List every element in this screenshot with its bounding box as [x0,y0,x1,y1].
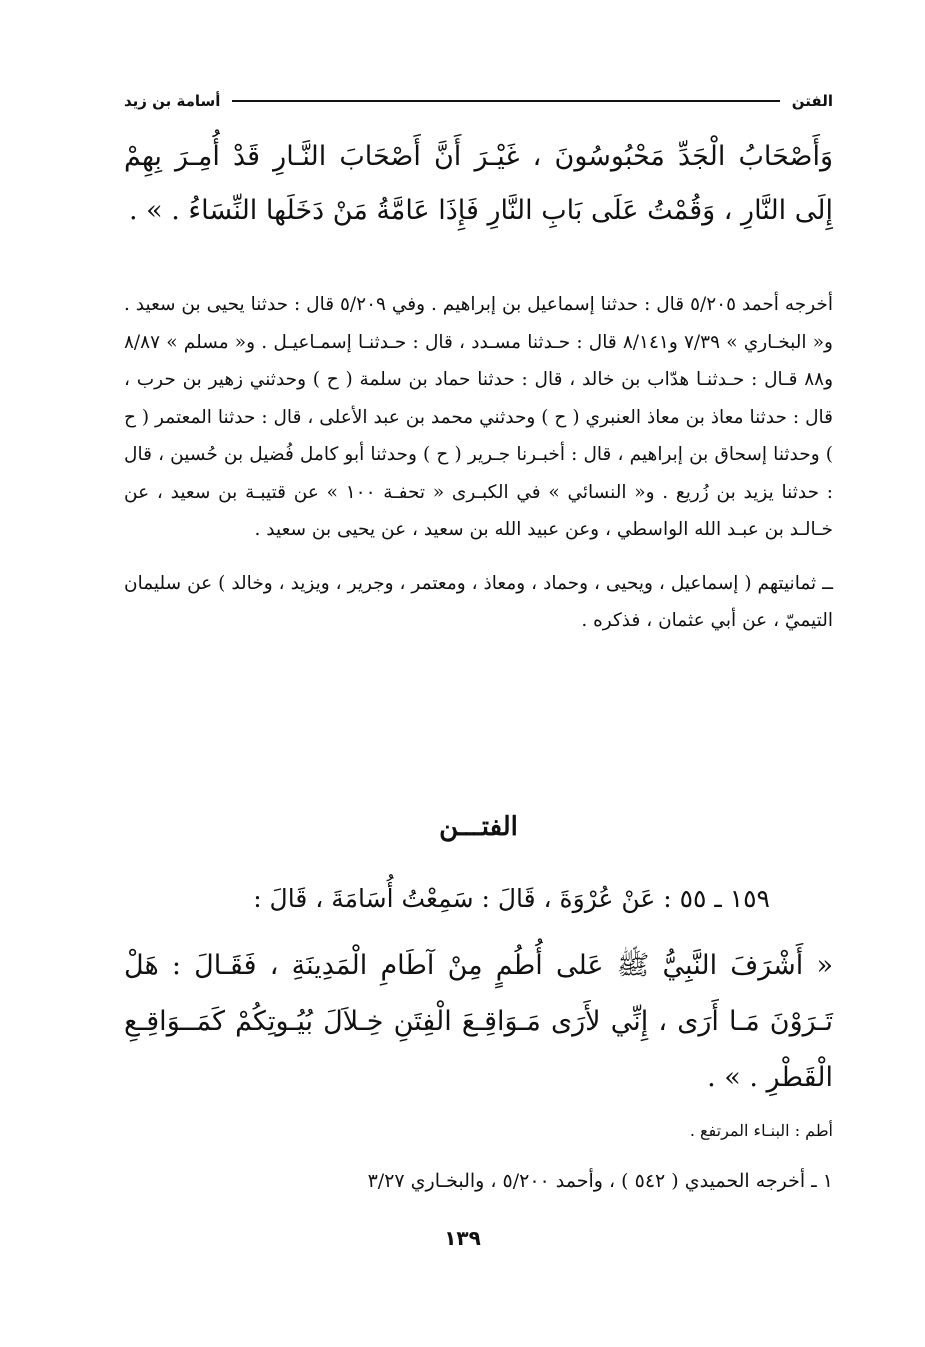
hadith-matn [124,938,833,1106]
footnote: ١ ـ أخرجه الحميدي ( ٥٤٢ ) ، وأحمد ٥/٢٠٠ ، والبخـاري ٣/٢٧ [367,1170,833,1192]
running-header [124,86,833,116]
section-heading: الفتـــن [439,812,518,842]
narrator-name: أسامة بن زيد [124,92,221,110]
hadith-matn-text: « أَشْرَفَ النَّبِيُّ ﷺ عَلى أُطُمٍ مِنْ آطَامِ الْمَدِينَةِ ، فَقَـالَ : هَلْ تَـرَوْنَ مَـا أَرَى ، إِنِّي لأَرَى مَـوَاقِـعَ الْفِتَنِ خِـلاَلَ بُيُـوتِكُمْ كَمَــوَاقِـعِ الْقَطْرِ . » . [124,950,833,1093]
page-number: ١٣٩ [444,1226,481,1250]
hadith-continuation-text: وَأَصْحَابُ الْجَدِّ مَحْبُوسُونَ ، غَيْـرَ أَنَّ أَصْحَابَ النَّـارِ قَدْ أُمِـرَ بِهِمْ إِلَى النَّارِ ، وَقُمْتُ عَلَى بَابِ النَّارِ فَإِذَا عَامَّةُ مَنْ دَخَلَها النِّسَاءُ . » . [124,141,833,226]
hadith-isnad: ١٥٩ ـ ٥٥ : عَنْ عُرْوَةَ ، قَالَ : سَمِعْتُ أُسَامَةَ ، قَالَ : [253,884,770,913]
chapter-title: الفتن [791,92,833,110]
takhrij-main: أخرجه أحمد ٥/٢٠٥ قال : حدثنا إسماعيل بن إبراهيم . وفي ٥/٢٠٩ قال : حدثنا يحيى بن سعيد . و« البخـاري » ٧/٣٩ و٨/١٤١ قال : حـدثنا مسـدد ، قال : حـدثنـا إسمـاعيـل . و« مسلم » ٨/٨٧ و٨٨ قـال : حـدثنـا هدّاب بن خالد ، قال : حدثنا حماد بن سلمة ( ح ) وحدثني زهير بن حرب ، قال : حدثنا معاذ بن معاذ العنبري ( ح ) وحدثني محمد بن عبد الأعلى ، قال : حدثنا المعتمر ( ح ) وحدثنا إسحاق بن إبراهيم ، قال : أخبـرنا جـرير ( ح ) وحدثنا أبو كامل فُضيل بن حُسين ، قال : حدثنا يزيد بن زُريع . و« النسائي » في الكبـرى « تحفـة ١٠٠ » عن قتيبـة بن سعيد ، عن خـالـد بن عبـد الله الواسطي ، وعن عبيد الله بن سعيد ، عن يحيى بن سعيد . [124,294,833,540]
takhrij-summary: ــ ثمانيتهم ( إسماعيل ، ويحيى ، وحماد ، ومعاذ ، ومعتمر ، وجرير ، ويزيد ، وخالد ) عن سليمان التيميّ ، عن أبي عثمان ، فذكره . [124,572,833,631]
vocabulary-gloss: أطم : البنـاء المرتفع . [689,1121,833,1140]
takhrij-section [124,286,833,640]
header-rule [232,100,779,102]
hadith-continuation [124,130,833,238]
